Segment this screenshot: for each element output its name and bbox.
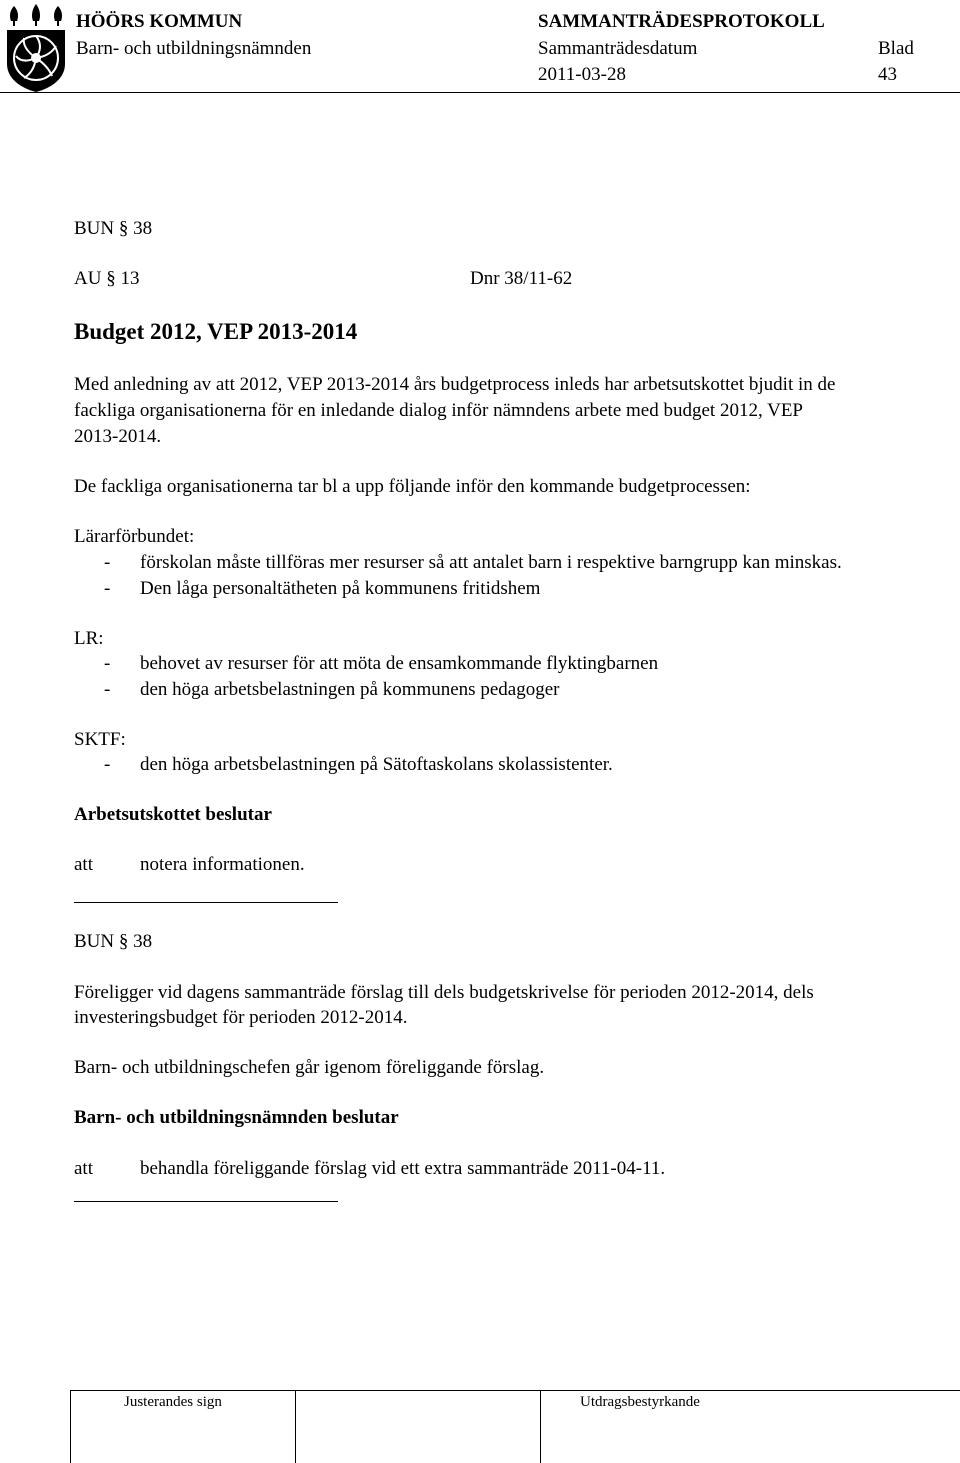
decision-text: notera informationen.	[140, 854, 305, 875]
decision-heading: Arbetsutskottet beslutar	[74, 804, 272, 825]
section-divider	[74, 1201, 338, 1202]
utdragsbestyrkande-label: Utdragsbestyrkande	[580, 1394, 700, 1410]
date-label: Sammanträdesdatum	[538, 38, 698, 59]
list-item: - den höga arbetsbelastningen på kommunens pedagoger	[104, 679, 560, 700]
section-bun-number: BUN § 38	[74, 931, 153, 952]
committee-name: Barn- och utbildningsnämnden	[76, 38, 312, 59]
footer-divider	[540, 1390, 541, 1463]
section-divider	[74, 902, 338, 903]
decision-att: att	[74, 1158, 93, 1179]
decision-heading: Barn- och utbildningsnämnden beslutar	[74, 1107, 399, 1128]
intro-line: fackliga organisationerna för en inledande dialog inför nämndens arbete med budget 2012, VEP	[74, 400, 803, 421]
decision-att: att	[74, 854, 93, 875]
section-au-number: AU § 13	[74, 268, 140, 289]
section-title: Budget 2012, VEP 2013-2014	[74, 319, 358, 344]
lr-label: LR:	[74, 628, 104, 649]
sktf-label: SKTF:	[74, 729, 126, 750]
list-item: - Den låga personaltätheten på kommunens fritidshem	[104, 578, 541, 599]
meeting-date: 2011-03-28	[538, 64, 626, 85]
justerandes-sign-label: Justerandes sign	[124, 1394, 222, 1410]
section-bun-number: BUN § 38	[74, 218, 153, 239]
page-label: Blad	[878, 38, 914, 59]
paragraph-line: Föreligger vid dagens sammanträde förslag till dels budgetskrivelse för perioden 2012-2014, dels	[74, 982, 814, 1003]
document-type: SAMMANTRÄDESPROTOKOLL	[538, 11, 825, 32]
intro-line: 2013-2014.	[74, 426, 162, 447]
paragraph: Barn- och utbildningschefen går igenom föreliggande förslag.	[74, 1057, 545, 1078]
footer-rule	[70, 1390, 960, 1391]
unions-intro: De fackliga organisationerna tar bl a upp följande inför den kommande budgetprocessen:	[74, 476, 751, 497]
list-item: - den höga arbetsbelastningen på Sätoftaskolans skolassistenter.	[104, 754, 613, 775]
intro-line: Med anledning av att 2012, VEP 2013-2014 års budgetprocess inleds har arbetsutskottet bjudit in de	[74, 374, 836, 395]
header-divider	[0, 92, 960, 93]
footer-divider	[295, 1390, 296, 1463]
municipality-name: HÖÖRS KOMMUN	[76, 11, 243, 32]
page-number: 43	[878, 64, 897, 85]
footer-divider	[70, 1390, 71, 1463]
list-item: - behovet av resurser för att möta de ensamkommande flyktingbarnen	[104, 653, 659, 674]
hoor-coat-of-arms-icon	[4, 4, 68, 92]
paragraph-line: investeringsbudget för perioden 2012-2014.	[74, 1007, 408, 1028]
diary-number: Dnr 38/11-62	[470, 268, 573, 289]
lararforbundet-label: Lärarförbundet:	[74, 526, 195, 547]
decision-text: behandla föreliggande förslag vid ett extra sammanträde 2011-04-11.	[140, 1158, 666, 1179]
list-item: - förskolan måste tillföras mer resurser så att antalet barn i respektive barngrupp kan minskas.	[104, 552, 842, 573]
